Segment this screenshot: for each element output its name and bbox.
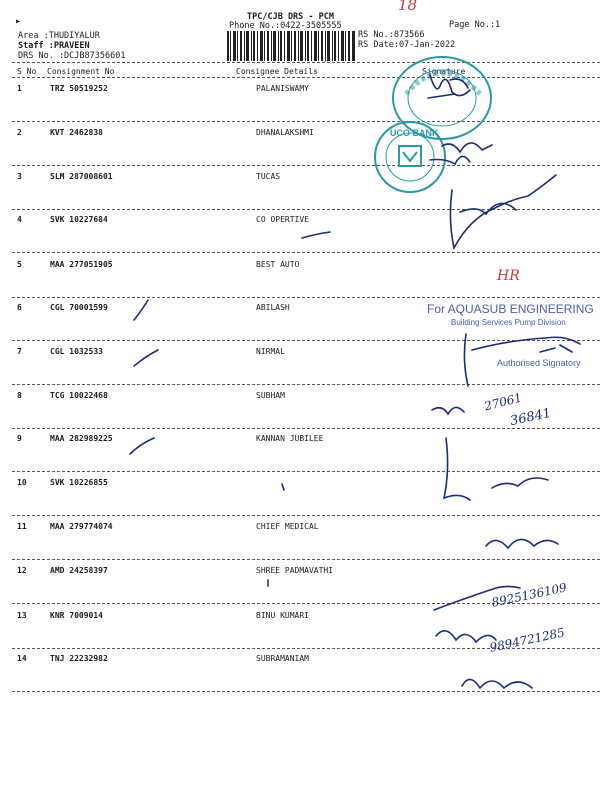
row-consignment: AMD 24258397 (50, 566, 108, 575)
row-sno: 7 (17, 347, 22, 356)
handwritten-number-a: 27061 (482, 390, 524, 414)
row-consignment: MAA 279774074 (50, 522, 113, 531)
row-consignment: SVK 10226855 (50, 478, 108, 487)
handwritten-number-b: 36841 (508, 405, 553, 430)
row-consignment: TRZ 50519252 (50, 84, 108, 93)
row-sno: 2 (17, 128, 22, 137)
row-consignment: KNR 7009014 (50, 611, 103, 620)
row-consignee: TUCAS (256, 172, 281, 181)
row-consignee: DHANALAKSHMI (256, 128, 314, 137)
row-sno: 11 (17, 522, 27, 531)
row-consignee: BINU KUMARI (256, 611, 309, 620)
row-consignment: SVK 10227684 (50, 215, 108, 224)
row-sno: 14 (17, 654, 27, 663)
page-number: Page No.:1 (449, 20, 501, 30)
row-consignment: KVT 2462838 (50, 128, 103, 137)
row-consignment: CGL 70001599 (50, 303, 108, 312)
document-title: TPC/CJB DRS - PCM (247, 12, 334, 22)
row-consignee: SUBHAM (256, 391, 285, 400)
rs-number: RS No.:873566 (358, 30, 425, 40)
col-signature: Signature (422, 67, 466, 76)
row-sno: 4 (17, 215, 22, 224)
aquasub-company: For AQUASUB ENGINEERING (427, 302, 594, 316)
aquasub-authorised: Authorised Signatory (497, 358, 581, 368)
row-sno: 3 (17, 172, 22, 181)
handwritten-hr: HR (497, 268, 520, 284)
row-sno: 9 (17, 434, 22, 443)
row-sno: 6 (17, 303, 22, 312)
row-consignee: CO OPERTIVE (256, 215, 309, 224)
row-consignee: CHIEF MEDICAL (256, 522, 319, 531)
row-sno: 10 (17, 478, 27, 487)
row-consignment: SLM 287008601 (50, 172, 113, 181)
row-sno: 5 (17, 260, 22, 269)
phone-number: Phone No.:0422-3505555 (229, 21, 342, 31)
aquasub-division: Building Services Pump Division (451, 318, 566, 327)
row-consignee: SHREE PADMAVATHI (256, 566, 334, 575)
staff-label: Staff :PRAVEEN (18, 41, 90, 51)
handwritten-page-mark: 18 (398, 0, 418, 14)
row-consignee: KANNAN JUBILEE (256, 434, 324, 443)
row-consignee: PALANISWAMY (256, 84, 309, 93)
row-consignment: CGL 1032533 (50, 347, 103, 356)
row-consignee: BEST AUTO (256, 260, 300, 269)
row-sno: 13 (17, 611, 27, 620)
rs-date: RS Date:07-Jan-2022 (358, 40, 456, 50)
area-label: Area :THUDIYALUR (18, 31, 100, 41)
handwritten-phone-12: 8925136109 (490, 580, 568, 610)
row-consignment: MAA 277051905 (50, 260, 113, 269)
row-consignee: SUBRAMANIAM (256, 654, 309, 663)
row-consignment: TNJ 22232982 (50, 654, 108, 663)
row-sno: 8 (17, 391, 22, 400)
drs-number: DRS No. :DCJB87356601 (18, 51, 126, 61)
uco-bank-label: UCO BANK (390, 128, 439, 138)
row-consignee: NIRMAL (256, 347, 285, 356)
corner-mark: ▸ (15, 16, 22, 27)
row-sno: 12 (17, 566, 27, 575)
row-consignment: TCG 10022468 (50, 391, 108, 400)
col-consignment: Consignment No (47, 67, 115, 76)
row-sno: 1 (17, 84, 22, 93)
row-consignment: MAA 282989225 (50, 434, 113, 443)
row-consignee: ABILASH (256, 303, 290, 312)
handwritten-phone-13: 9894721285 (488, 625, 566, 655)
col-consignee: Consignee Details (236, 67, 318, 76)
col-sno: S No (17, 67, 37, 76)
